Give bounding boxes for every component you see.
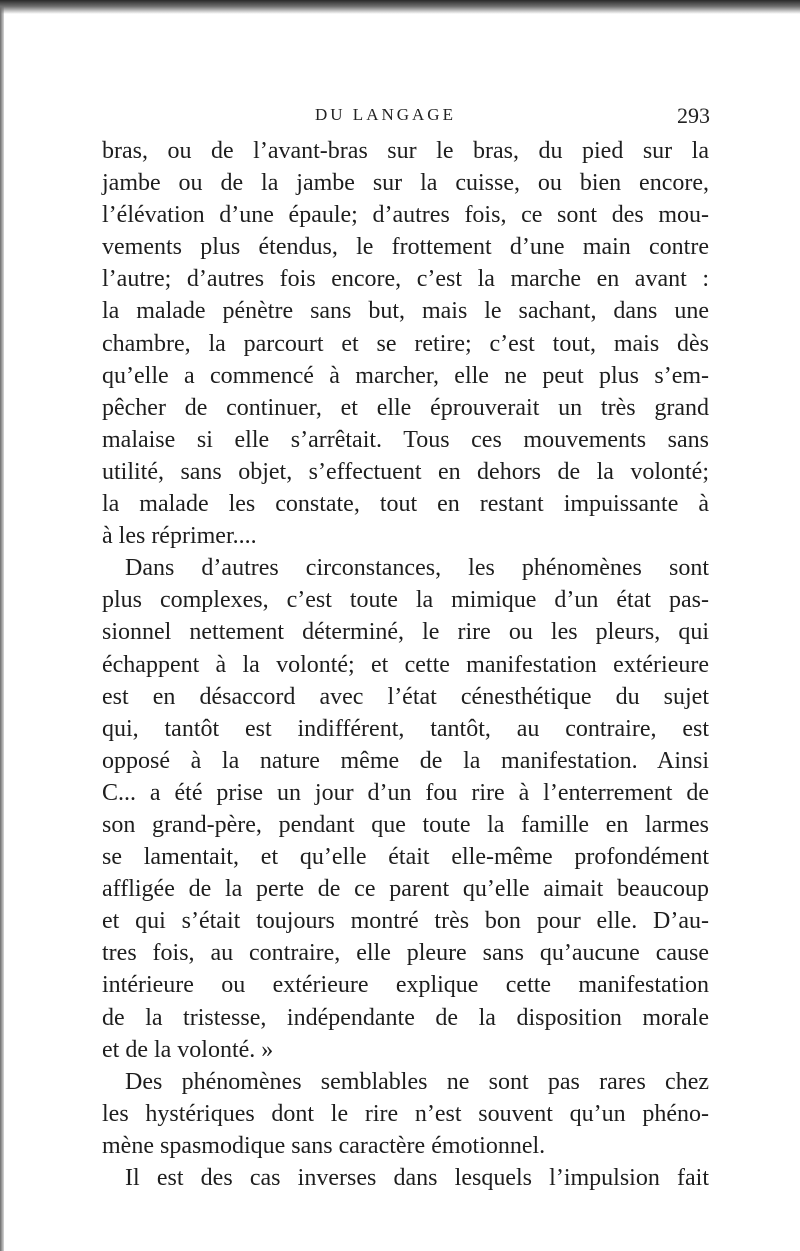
text-line: son grand-père, pendant que toute la famille en larmes — [102, 811, 709, 838]
text-line: Il est des cas inverses dans lesquels l’impulsion fait — [125, 1165, 709, 1191]
page-binding-edge — [0, 0, 4, 1251]
text-line: et de la volonté. » — [102, 1036, 274, 1063]
text-line: qui, tantôt est indifférent, tantôt, au contraire, est — [102, 715, 709, 742]
text-line: pêcher de continuer, et elle éprouverait un très grand — [102, 394, 709, 421]
text-line: échappent à la volonté; et cette manifestation extérieure — [102, 651, 709, 678]
text-line: se lamentait, et qu’elle était elle-même profondément — [102, 844, 709, 871]
text-line: mène spasmodique sans caractère émotionnel. — [102, 1132, 546, 1159]
text-line: la malade pénètre sans but, mais le sachant, dans une — [102, 298, 709, 325]
text-line: utilité, sans objet, s’effectuent en dehors de la volonté; — [102, 458, 709, 485]
text-line: de la tristesse, indépendante de la disposition morale — [102, 1004, 709, 1031]
text-line: qu’elle a commencé à marcher, elle ne peut plus s’em- — [102, 362, 709, 389]
text-line: sionnel nettement déterminé, le rire ou les pleurs, qui — [102, 619, 709, 646]
page-header — [100, 103, 710, 133]
text-line: malaise si elle s’arrêtait. Tous ces mouvements sans — [102, 426, 709, 453]
text-line: les hystériques dont le rire n’est souvent qu’un phéno- — [102, 1100, 709, 1127]
text-line: la malade les constate, tout en restant impuissante à — [102, 491, 709, 518]
text-line: vements plus étendus, le frottement d’une main contre — [102, 234, 709, 261]
text-line: affligée de la perte de ce parent qu’elle aimait beaucoup — [102, 876, 709, 903]
text-line: à les réprimer.... — [102, 523, 257, 550]
scan-top-shadow — [0, 0, 800, 14]
text-line: l’autre; d’autres fois encore, c’est la marche en avant : — [102, 266, 709, 293]
text-line: chambre, la parcourt et se retire; c’est tout, mais dès — [102, 330, 709, 357]
text-line: plus complexes, c’est toute la mimique d’un état pas- — [102, 587, 709, 614]
text-line: bras, ou de l’avant-bras sur le bras, du pied sur la — [102, 138, 709, 164]
page-number: 293 — [677, 103, 710, 128]
body-text — [102, 135, 709, 1194]
text-line: C... a été prise un jour d’un fou rire à l’enterrement de — [102, 779, 709, 806]
text-line: tres fois, au contraire, elle pleure sans qu’aucune cause — [102, 940, 709, 967]
running-head: DU LANGAGE — [315, 105, 456, 124]
text-line: Dans d’autres circonstances, les phénomènes sont — [125, 555, 709, 582]
text-line: l’élévation d’une épaule; d’autres fois, ce sont des mou- — [102, 202, 709, 229]
text-line: opposé à la nature même de la manifestation. Ainsi — [102, 747, 709, 774]
text-line: intérieure ou extérieure explique cette manifestation — [102, 972, 709, 999]
text-line: Des phénomènes semblables ne sont pas rares chez — [125, 1068, 709, 1095]
text-line: et qui s’était toujours montré très bon pour elle. D’au- — [102, 908, 709, 935]
text-line: jambe ou de la jambe sur la cuisse, ou bien encore, — [102, 170, 709, 197]
text-line: est en désaccord avec l’état cénesthétique du sujet — [102, 683, 709, 710]
